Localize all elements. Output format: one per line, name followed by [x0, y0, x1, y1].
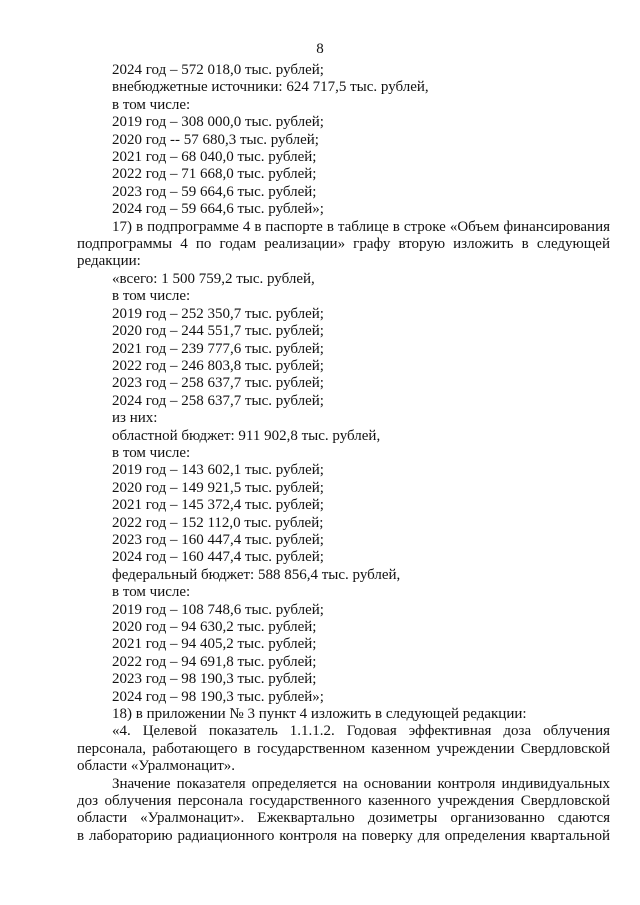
text-line: внебюджетные источники: 624 717,5 тыс. рублей,	[112, 79, 429, 96]
text-line: 2022 год – 94 691,8 тыс. рублей;	[112, 653, 317, 670]
text-line: федеральный бюджет: 588 856,4 тыс. рублей,	[112, 566, 401, 583]
text-line: 2024 год – 572 018,0 тыс. рублей;	[112, 62, 324, 78]
text-line: 2020 год – 94 630,2 тыс. рублей;	[112, 619, 317, 635]
text-line: подпрограммы 4 по годам реализации» графу вторую изложить в следующей	[77, 236, 610, 253]
text-line: 2023 год – 258 637,7 тыс. рублей;	[112, 375, 324, 392]
text-line: 2020 год -- 57 680,3 тыс. рублей;	[112, 131, 319, 148]
text-line: 2024 год – 160 447,4 тыс. рублей;	[112, 549, 324, 566]
text-line: 18) в приложении № 3 пункт 4 изложить в следующей редакции:	[112, 706, 527, 723]
text-line: 2022 год – 152 112,0 тыс. рублей;	[112, 514, 324, 531]
text-line: области «Уралмонацит».	[77, 758, 236, 775]
text-line: 2023 год – 59 664,6 тыс. рублей;	[112, 183, 317, 200]
text-line: 2023 год – 98 190,3 тыс. рублей;	[112, 671, 317, 688]
text-line: 2019 год – 252 350,7 тыс. рублей;	[112, 305, 324, 322]
text-line: Значение показателя определяется на основании контроля индивидуальных	[112, 775, 610, 792]
text-line: «всего: 1 500 759,2 тыс. рублей,	[112, 270, 315, 287]
text-line: в том числе:	[112, 444, 191, 461]
text-line: 2020 год – 149 921,5 тыс. рублей;	[112, 479, 324, 496]
text-line: 2021 год – 94 405,2 тыс. рублей;	[112, 636, 317, 653]
text-line: 2024 год – 258 637,7 тыс. рублей;	[112, 392, 324, 409]
text-line: «4. Целевой показатель 1.1.1.2. Годовая эффективная доза облучения	[112, 723, 610, 740]
text-line: в лабораторию радиационного контроля на поверку для определения квартальной	[77, 827, 610, 844]
text-line: персонала, работающего в государственном казенном учреждении Свердловской	[77, 740, 610, 757]
text-line: в том числе:	[112, 584, 191, 601]
text-line: 2019 год – 143 602,1 тыс. рублей;	[112, 462, 324, 479]
text-line: области «Уралмонацит». Ежеквартально дозиметры организованно сдаются	[77, 810, 610, 827]
text-line: 2020 год – 244 551,7 тыс. рублей;	[112, 323, 324, 340]
text-line: доз облучения персонала государственного казенного учреждения Свердловской	[77, 793, 610, 810]
text-line: в том числе:	[112, 288, 191, 305]
text-line: 2021 год – 68 040,0 тыс. рублей;	[112, 149, 317, 166]
document-body	[77, 62, 610, 845]
text-line: из них:	[112, 410, 158, 427]
page-number: 8	[316, 41, 324, 57]
text-line: 17) в подпрограмме 4 в паспорте в таблице в строке «Объем финансирования	[112, 218, 610, 235]
text-line: редакции:	[77, 253, 141, 270]
text-line: областной бюджет: 911 902,8 тыс. рублей,	[112, 427, 381, 444]
text-line: 2024 год – 59 664,6 тыс. рублей»;	[112, 201, 324, 218]
text-line: 2024 год – 98 190,3 тыс. рублей»;	[112, 688, 324, 705]
text-line: 2021 год – 145 372,4 тыс. рублей;	[112, 497, 324, 514]
text-line: в том числе:	[112, 96, 191, 113]
text-line: 2022 год – 71 668,0 тыс. рублей;	[112, 166, 317, 183]
text-line: 2022 год – 246 803,8 тыс. рублей;	[112, 357, 324, 374]
text-line: 2021 год – 239 777,6 тыс. рублей;	[112, 340, 324, 357]
text-line: 2019 год – 308 000,0 тыс. рублей;	[112, 114, 324, 131]
text-line: 2023 год – 160 447,4 тыс. рублей;	[112, 531, 324, 548]
text-line: 2019 год – 108 748,6 тыс. рублей;	[112, 601, 324, 618]
